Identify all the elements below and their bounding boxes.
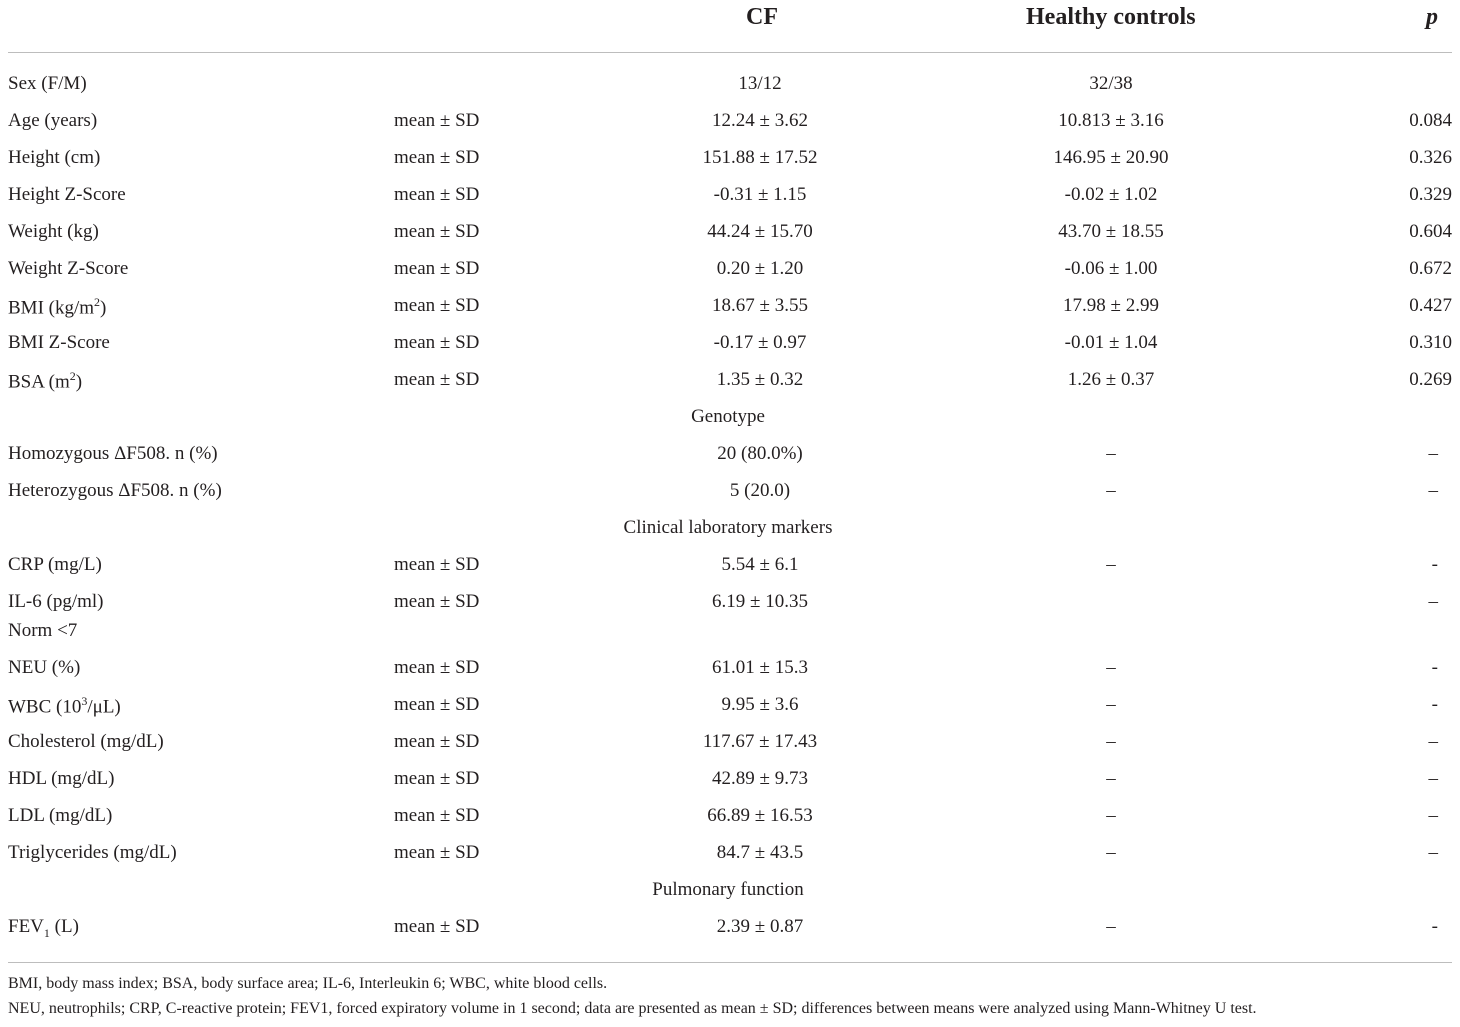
stat-type: mean ± SD [394,657,480,678]
stat-type: mean ± SD [394,694,480,715]
stat-type: mean ± SD [394,110,480,131]
table-row [8,480,1452,510]
p-value: 0.329 [1409,184,1452,205]
healthy-value: – [1106,842,1116,863]
section-heading-clinical: Clinical laboratory markers [623,517,833,538]
healthy-value: 146.95 ± 20.90 [1053,147,1169,168]
table-row [8,591,1452,621]
cf-value: 66.89 ± 16.53 [707,805,813,826]
stat-type: mean ± SD [394,731,480,752]
table-row [8,657,1452,687]
row-label: IL-6 (pg/ml) [8,591,104,612]
table-row [8,443,1452,473]
row-label: BMI Z-Score [8,332,110,353]
row-label: $FEV_1$ (L) [8,916,79,940]
healthy-value: – [1106,694,1116,715]
p-value: - [1431,554,1438,575]
p-value: 0.427 [1409,295,1452,316]
table-row [8,768,1452,798]
table-row [8,554,1452,584]
stat-type: mean ± SD [394,842,480,863]
healthy-value: – [1106,657,1116,678]
cf-value: -0.17 ± 0.97 [713,332,807,353]
table-row [8,147,1452,177]
cf-value: 9.95 ± 3.6 [721,694,799,715]
table-row [8,110,1452,140]
row-label: HDL (mg/dL) [8,768,115,789]
healthy-value: – [1106,443,1116,464]
table-row [8,842,1452,872]
p-value: – [1428,842,1438,863]
healthy-value: – [1106,731,1116,752]
table-row [8,369,1452,399]
stat-type: mean ± SD [394,369,480,390]
cf-value: 13/12 [738,73,782,94]
stat-type: mean ± SD [394,916,480,937]
p-value: 0.672 [1409,258,1452,279]
stat-type: mean ± SD [394,295,480,316]
p-value: - [1431,694,1438,715]
section-heading-genotype: Genotype [691,406,765,427]
stat-type: mean ± SD [394,554,480,575]
healthy-value: -0.06 ± 1.00 [1064,258,1158,279]
table-row [8,258,1452,288]
healthy-value: 10.813 ± 3.16 [1058,110,1164,131]
header-healthy-controls: Healthy controls [1026,4,1196,30]
healthy-value: -0.02 ± 1.02 [1064,184,1158,205]
cf-value: 5.54 ± 6.1 [721,554,799,575]
healthy-value: – [1106,554,1116,575]
table-row [8,184,1452,214]
stat-type: mean ± SD [394,184,480,205]
footnote-abbreviations: BMI, body mass index; BSA, body surface area; IL-6, Interleukin 6; WBC, white blood cells. [8,975,608,992]
cf-value: 117.67 ± 17.43 [702,731,818,752]
stat-type: mean ± SD [394,147,480,168]
p-value: – [1428,805,1438,826]
row-label: BMI $(kg/m^2)$ [8,295,107,319]
table-row [8,620,1452,650]
row-label: Cholesterol (mg/dL) [8,731,164,752]
cf-value: 18.67 ± 3.55 [712,295,808,316]
p-value: - [1431,657,1438,678]
table-row [8,332,1452,362]
stat-type: mean ± SD [394,591,480,612]
table-row [8,731,1452,761]
healthy-value: 17.98 ± 2.99 [1063,295,1159,316]
row-label: Height (cm) [8,147,101,168]
p-value: – [1428,768,1438,789]
row-label: Heterozygous ΔF508. n (%) [8,480,222,501]
cf-value: 42.89 ± 9.73 [712,768,808,789]
row-label: NEU (%) [8,657,81,678]
row-label: CRP (mg/L) [8,554,102,575]
p-value: – [1428,480,1438,501]
p-value: – [1428,731,1438,752]
cf-value: -0.31 ± 1.15 [713,184,807,205]
cf-value: 20 (80.0%) [717,443,803,464]
table-row [8,916,1452,946]
p-value: 0.269 [1409,369,1452,390]
stat-type: mean ± SD [394,332,480,353]
table-header [8,0,1452,53]
healthy-value: – [1106,480,1116,501]
row-label: Homozygous ΔF508. n (%) [8,443,218,464]
row-label-note: Norm <7 [8,620,78,641]
p-value: – [1428,443,1438,464]
table-row [8,73,1452,103]
cf-value: 61.01 ± 15.3 [712,657,808,678]
cf-value: 1.35 ± 0.32 [716,369,804,390]
row-label: Triglycerides (mg/dL) [8,842,177,863]
footnote-methods: NEU, neutrophils; CRP, C-reactive protein; FEV1, forced expiratory volume in 1 second; data are presented as mean ± SD; differences between means were analyzed using Mann-Whitney U test. [8,1000,1257,1017]
cf-value: 84.7 ± 43.5 [716,842,804,863]
healthy-value: 43.70 ± 18.55 [1058,221,1164,242]
table-row [8,295,1452,325]
cf-value: 12.24 ± 3.62 [712,110,808,131]
table-row [8,221,1452,251]
row-label: Age (years) [8,110,98,131]
table-row [8,694,1452,724]
row-label: WBC $(10^3/\mu L)$ [8,694,121,718]
section-heading-pulmonary: Pulmonary function [652,879,804,900]
stat-type: mean ± SD [394,805,480,826]
header-cf: CF [746,4,778,30]
p-value: 0.326 [1409,147,1452,168]
row-label: Height Z-Score [8,184,126,205]
p-value: - [1431,916,1438,937]
stat-type: mean ± SD [394,258,480,279]
p-value: 0.310 [1409,332,1452,353]
cf-value: 2.39 ± 0.87 [716,916,804,937]
row-label: Weight Z-Score [8,258,129,279]
cf-value: 151.88 ± 17.52 [702,147,818,168]
p-value: 0.084 [1409,110,1452,131]
row-label: Weight (kg) [8,221,99,242]
p-value: 0.604 [1409,221,1452,242]
stat-type: mean ± SD [394,768,480,789]
footer-divider [8,962,1452,963]
cf-value: 0.20 ± 1.20 [716,258,804,279]
stat-type: mean ± SD [394,221,480,242]
cf-value: 44.24 ± 15.70 [707,221,813,242]
header-p-value: p [1426,4,1438,30]
p-value: – [1428,591,1438,612]
table-row [8,805,1452,835]
healthy-value: -0.01 ± 1.04 [1064,332,1158,353]
row-label: Sex (F/M) [8,73,87,94]
healthy-value: – [1106,768,1116,789]
cf-value: 6.19 ± 10.35 [712,591,808,612]
row-label: BSA $(m^2)$ [8,369,83,393]
row-label: LDL (mg/dL) [8,805,113,826]
healthy-value: 1.26 ± 0.37 [1067,369,1155,390]
cf-value: 5 (20.0) [729,480,791,501]
healthy-value: 32/38 [1089,73,1133,94]
healthy-value: – [1106,805,1116,826]
healthy-value: – [1106,916,1116,937]
